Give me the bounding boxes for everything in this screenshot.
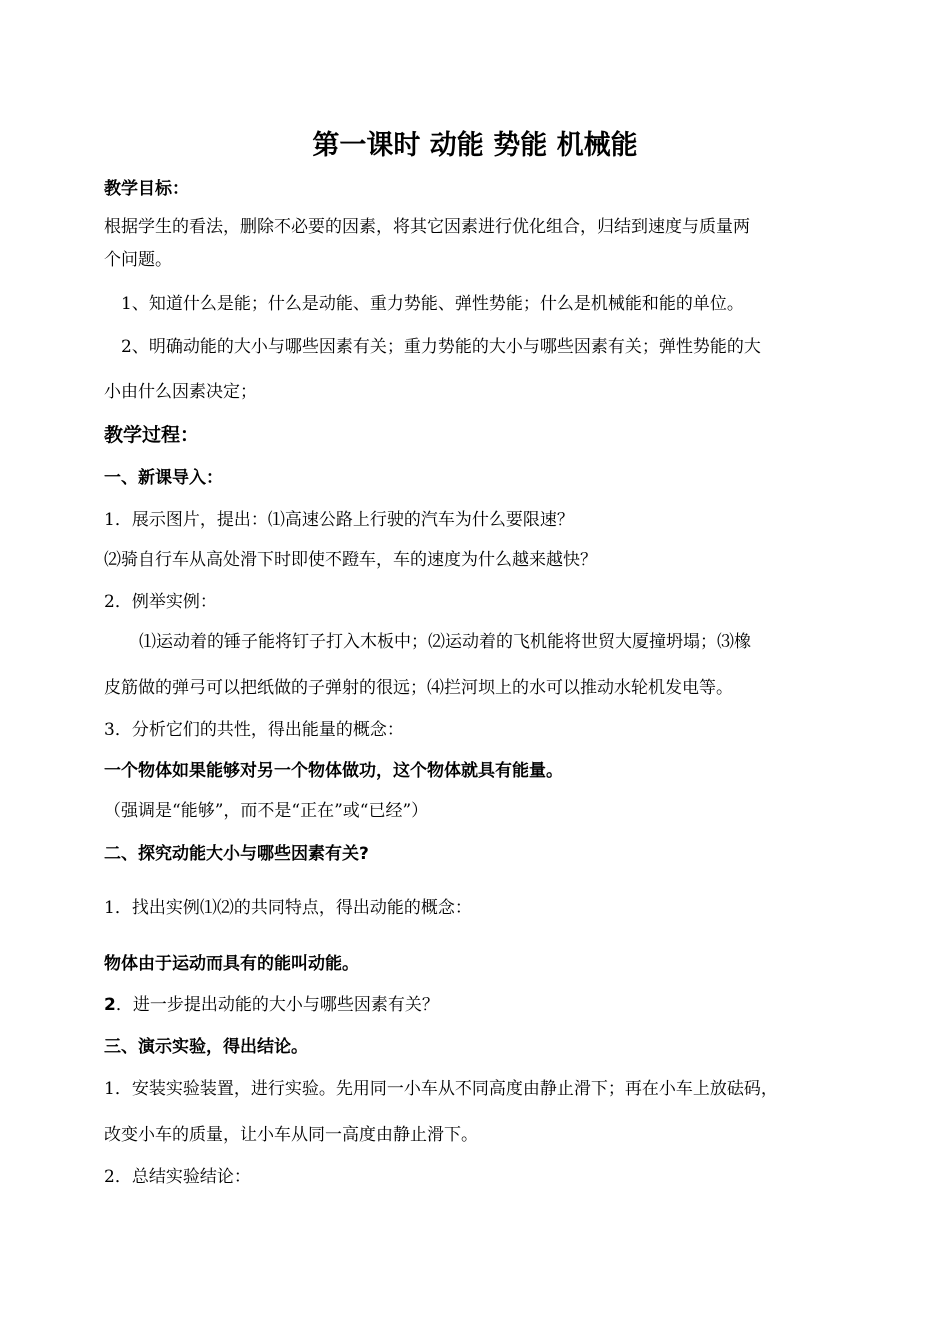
intro-line-1: 根据学生的看法，删除不必要的因素，将其它因素进行优化组合，归结到速度与质量两: [104, 217, 750, 237]
process-heading: 教学过程：: [104, 424, 200, 446]
section-3-paragraph-1-line-2: 改变小车的质量，让小车从同一高度由静止滑下。: [104, 1125, 478, 1145]
section-1-paragraph-1: 1．展示图片，提出：⑴高速公路上行驶的汽车为什么要限速？: [104, 510, 574, 530]
section-3-paragraph-2: 2．总结实验结论：: [104, 1167, 251, 1187]
section-3-paragraph-1-line-1: 1．安装实验装置，进行实验。先用同一小车从不同高度由静止滑下；再在小车上放砝码，: [104, 1079, 778, 1099]
section-2-paragraph-2-text: ．进一步提出动能的大小与哪些因素有关？: [115, 995, 439, 1015]
goal-2-line-2: 小由什么因素决定；: [104, 382, 257, 402]
goal-2-line-1: 2、明确动能的大小与哪些因素有关；重力势能的大小与哪些因素有关；弹性势能的大: [121, 337, 761, 357]
kinetic-energy-definition: 物体由于运动而具有的能叫动能。: [104, 954, 359, 974]
section-2-paragraph-2: [104, 994, 439, 1016]
section-2-heading: 二、探究动能大小与哪些因素有关?: [104, 844, 369, 864]
section-3-heading: 三、演示实验，得出结论。: [104, 1037, 308, 1057]
section-2-paragraph-2-number: 2: [104, 995, 116, 1015]
section-1-examples-line-1: ⑴运动着的锤子能将钉子打入木板中；⑵运动着的飞机能将世贸大厦撞坍塌；⑶橡: [139, 632, 751, 652]
section-2-paragraph-1: 1．找出实例⑴⑵的共同特点，得出动能的概念：: [104, 898, 472, 918]
intro-line-2: 个问题。: [104, 250, 172, 270]
energy-definition: 一个物体如果能够对另一个物体做功，这个物体就具有能量。: [104, 761, 563, 781]
section-1-paragraph-3: 2．例举实例：: [104, 592, 217, 612]
goal-1: 1、知道什么是能；什么是动能、重力势能、弹性势能；什么是机械能和能的单位。: [121, 294, 744, 314]
section-1-heading: 一、新课导入：: [104, 468, 223, 488]
section-1-paragraph-2: ⑵骑自行车从高处滑下时即使不蹬车，车的速度为什么越来越快？: [104, 550, 597, 570]
objectives-heading: 教学目标：: [104, 179, 189, 199]
section-1-examples-line-2: 皮筋做的弹弓可以把纸做的子弹射的很远；⑷拦河坝上的水可以推动水轮机发电等。: [104, 678, 733, 698]
emphasis-note: （强调是“能够”，而不是“正在”或“已经”）: [104, 801, 429, 821]
page-title: 第一课时 动能 势能 机械能: [312, 130, 638, 161]
section-1-paragraph-5: 3．分析它们的共性，得出能量的概念：: [104, 720, 404, 740]
